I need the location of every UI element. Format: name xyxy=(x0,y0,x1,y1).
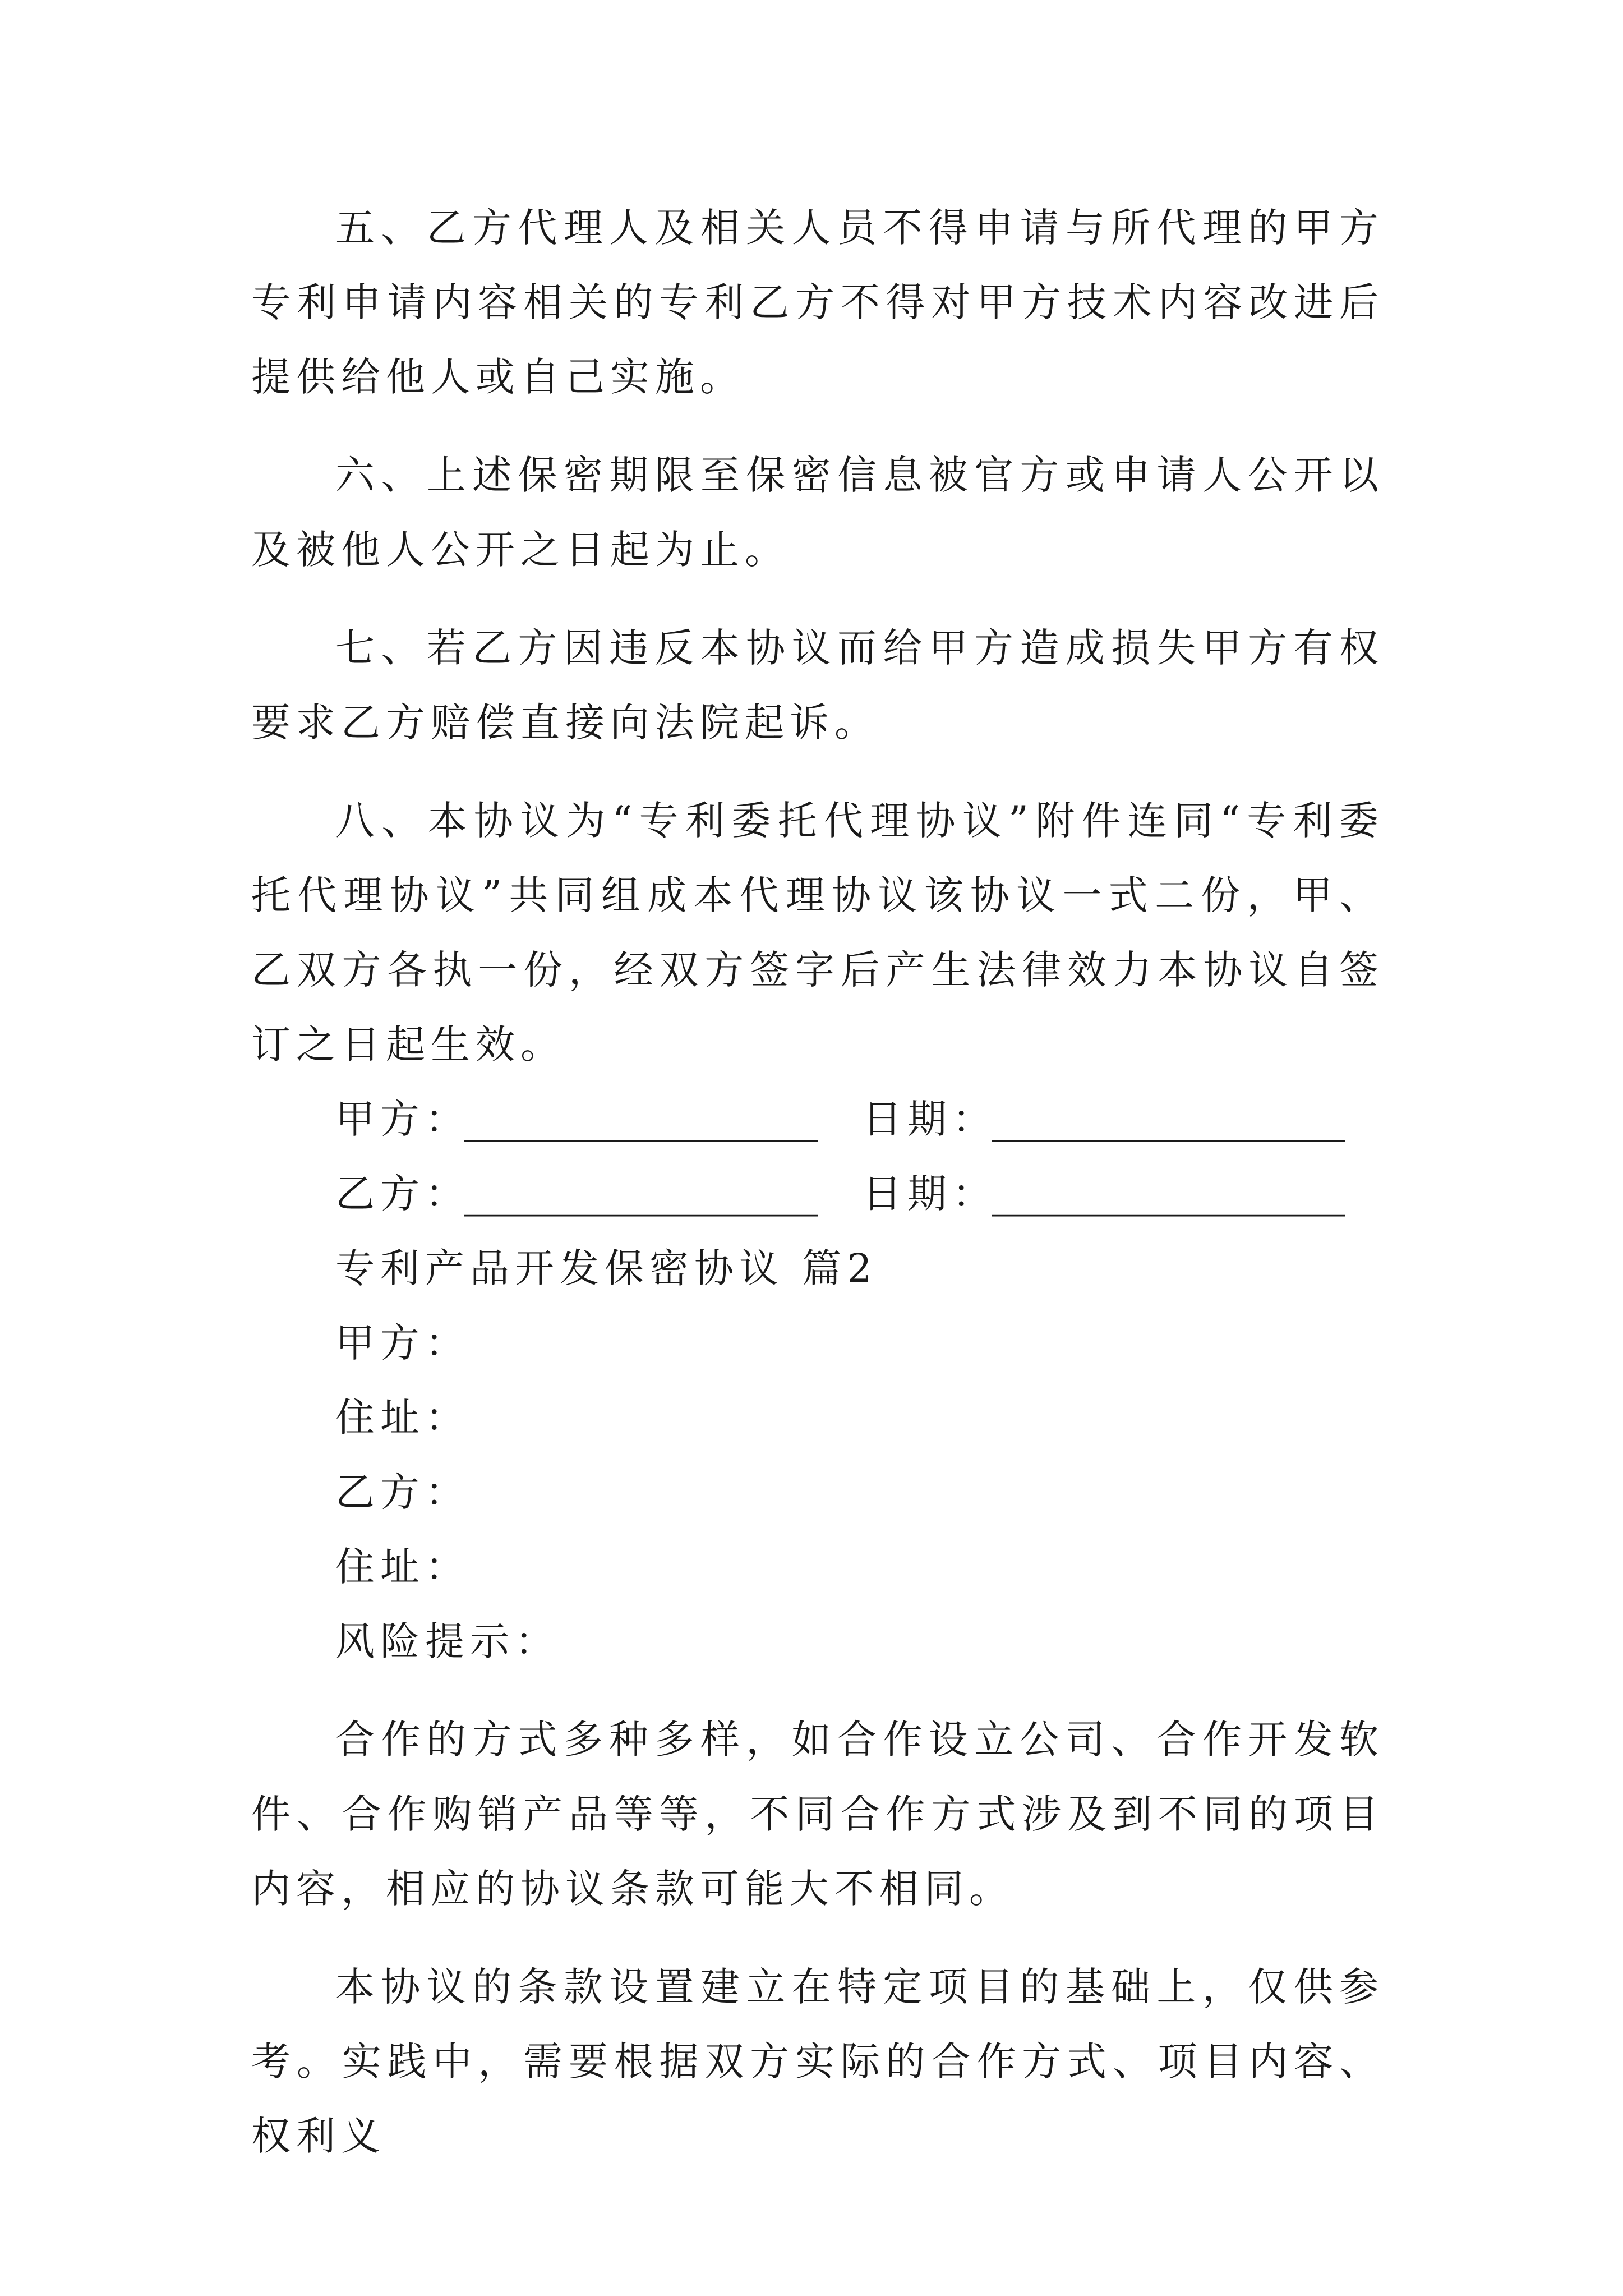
party-a-date-label: 日期： xyxy=(863,1096,997,1142)
clause-seven: 七、若乙方因违反本协议而给甲方造成损失甲方有权要求乙方赔偿直接向法院起诉。 xyxy=(251,625,1384,746)
section2-title: 专利产品开发保密协议 篇2 xyxy=(335,1245,878,1291)
signature-row-party-a xyxy=(251,1082,1384,1157)
risk-title: 风险提示： xyxy=(335,1618,560,1664)
clause-five: 五、乙方代理人及相关人员不得申请与所代理的甲方专利申请内容相关的专利乙方不得对甲方技术内容改进后提供给他人或自己实施。 xyxy=(251,205,1384,400)
risk-paragraph-2: 本协议的条款设置建立在特定项目的基础上，仅供参考。实践中，需要根据双方实际的合作方式、项目内容、权利义 xyxy=(251,1964,1384,2159)
clause-eight: 八、本协议为“专利委托代理协议”附件连同“专利委托代理协议”共同组成本代理协议该协议一式二份，甲、乙双方各执一份，经双方签字后产生法律效力本协议自签订之日起生效。 xyxy=(251,798,1384,1068)
document-page xyxy=(251,191,1384,2197)
signature-row-party-b xyxy=(251,1157,1384,1231)
party-a-date-blank: __________________ xyxy=(992,1096,1345,1142)
clause-six: 六、上述保密期限至保密信息被官方或申请人公开以及被他人公开之日起为止。 xyxy=(251,452,1384,573)
section2-party-b: 乙方： xyxy=(335,1469,470,1515)
section2-party-a: 甲方： xyxy=(335,1320,470,1366)
party-a-label: 甲方： xyxy=(335,1096,470,1142)
party-b-signature-blank: __________________ xyxy=(464,1171,818,1217)
party-a-signature-blank: __________________ xyxy=(464,1096,818,1142)
section2-address-b: 住址： xyxy=(335,1544,470,1590)
party-b-date-label: 日期： xyxy=(863,1171,997,1217)
section2-address-a: 住址： xyxy=(335,1395,470,1441)
party-b-label: 乙方： xyxy=(335,1171,470,1217)
party-b-date-blank: __________________ xyxy=(992,1171,1345,1217)
risk-paragraph-1: 合作的方式多种多样，如合作设立公司、合作开发软件、合作购销产品等等，不同合作方式涉及到不同的项目内容，相应的协议条款可能大不相同。 xyxy=(251,1717,1384,1912)
